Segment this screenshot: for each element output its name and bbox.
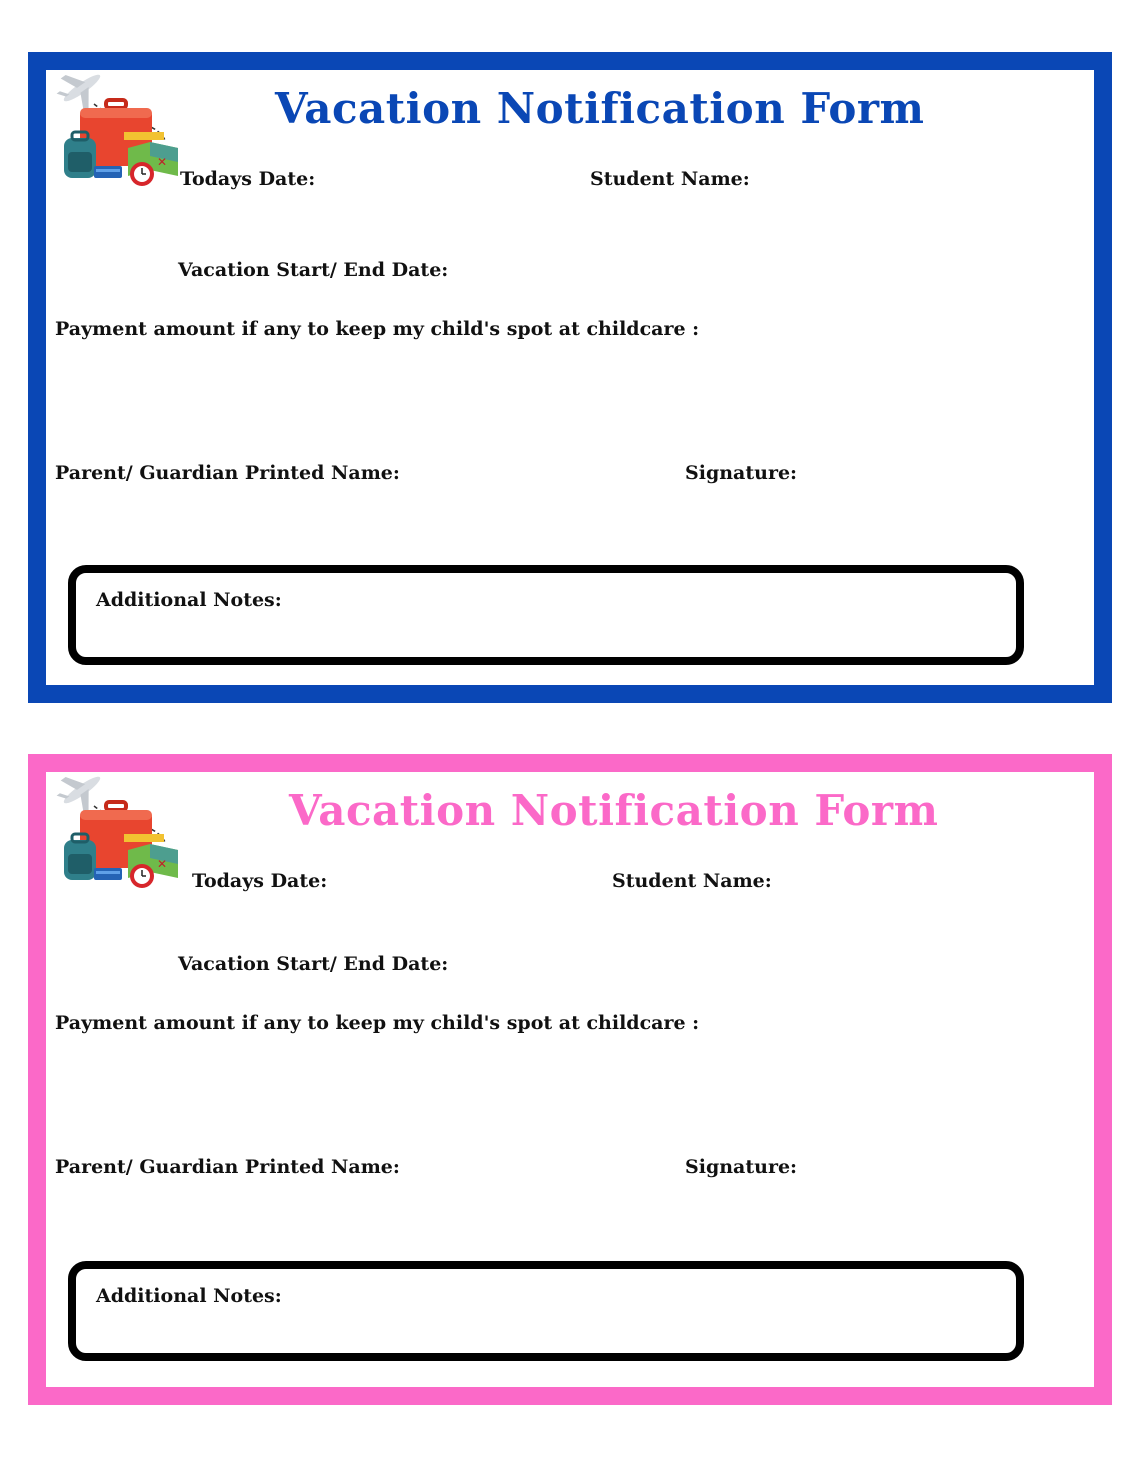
svg-text:✕: ✕ [157,857,168,871]
signature-label: Signature: [685,1156,798,1178]
additional-notes-box[interactable] [68,565,1024,665]
travel-luggage-icon [54,70,184,198]
student-name-label: Student Name: [590,168,750,190]
additional-notes-box[interactable] [68,1261,1024,1361]
form-title: Vacation Notification Form [275,84,925,133]
svg-text:✕: ✕ [157,155,168,169]
payment-amount-label: Payment amount if any to keep my child's spot at childcare : [55,318,700,340]
travel-luggage-icon [54,772,184,900]
todays-date-label: Todays Date: [192,870,328,892]
vacation-form-blue [28,52,1112,703]
student-name-label: Student Name: [612,870,772,892]
vacation-dates-label: Vacation Start/ End Date: [178,953,449,975]
form-title: Vacation Notification Form [289,786,939,835]
additional-notes-label: Additional Notes: [96,1285,282,1307]
parent-name-label: Parent/ Guardian Printed Name: [55,462,400,484]
parent-name-label: Parent/ Guardian Printed Name: [55,1156,400,1178]
vacation-dates-label: Vacation Start/ End Date: [178,259,449,281]
vacation-form-pink [28,754,1112,1405]
todays-date-label: Todays Date: [180,168,316,190]
additional-notes-label: Additional Notes: [96,589,282,611]
payment-amount-label: Payment amount if any to keep my child's spot at childcare : [55,1012,700,1034]
signature-label: Signature: [685,462,798,484]
